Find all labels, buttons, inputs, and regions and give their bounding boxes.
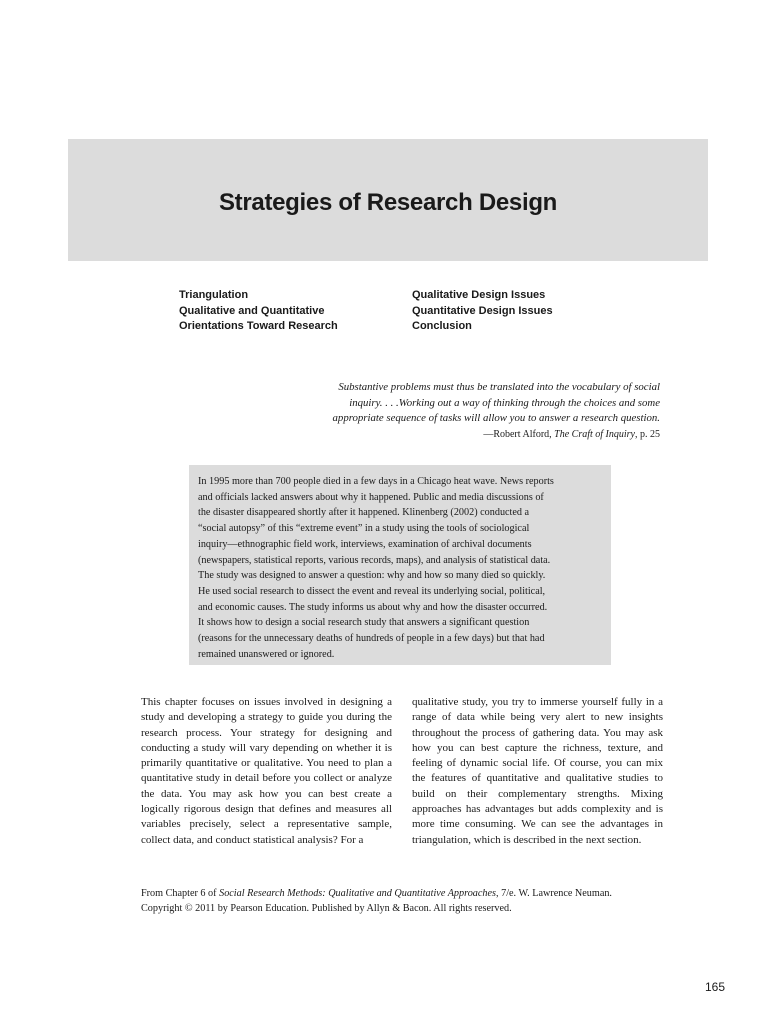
source-footnote: [141, 886, 681, 916]
outline-item: Qualitative and Quantitative: [179, 304, 325, 317]
box-line: and officials lacked answers about why it happened. Public and media discussions of: [198, 491, 544, 503]
body-column-right: [412, 695, 663, 848]
box-line: In 1995 more than 700 people died in a few days in a Chicago heat wave. News reports: [198, 476, 554, 487]
case-study-box: [189, 465, 611, 665]
outline-item: Orientations Toward Research: [179, 320, 338, 332]
outline-item: Triangulation: [179, 289, 249, 301]
box-line: He used social research to dissect the event and reveal its underlying social, political,: [198, 585, 546, 597]
epigraph-line: Substantive problems must thus be translated into the vocabulary of social: [338, 381, 660, 393]
epigraph-attribution: —Robert Alford, The Craft of Inquiry, p. 25: [483, 428, 660, 440]
epigraph: [300, 380, 660, 442]
body-paragraph: This chapter focuses on issues involved in designing a study and developing a strategy to guide you during the research process. Your strategy for designing and conducting a study will vary depending on whether it is primarily quantitative or qualitative. You need to plan a quantitative study in detail before you collect or analyze the data. You may ask how you can best create a logically rigorous design that defines and measures all variables precisely, select a representative sample, collect data, and conduct statistical analysis? For a: [141, 696, 392, 846]
epigraph-line: appropriate sequence of tasks will allow you to answer a research question.: [332, 412, 660, 424]
chapter-title-band: [68, 139, 708, 261]
chapter-outline-right: [412, 288, 553, 335]
body-paragraph: qualitative study, you try to immerse yourself fully in a range of data while being very alert to new insights throughout the process of gathering data. You may ask how you can best capture the richness, texture, and feeling of dynamic social life. Of course, you can mix the features of quantitative and qualitative studies to build on their complementary strengths. Mixing approaches has advantages but adds complexity and is more time consuming. We can see the advantages in triangulation, which is described in the next section.: [412, 696, 663, 846]
copyright-line: Copyright © 2011 by Pearson Education. Published by Allyn & Bacon. All rights reserved.: [141, 903, 512, 914]
box-line: and economic causes. The study informs us about why and how the disaster occurred.: [198, 601, 548, 613]
box-line: It shows how to design a social research study that answers a significant question: [198, 617, 530, 629]
source-citation: From Chapter 6 of Social Research Methods: Qualitative and Quantitative Approaches, 7/e. W. Lawrence Neuman.: [141, 888, 612, 899]
epigraph-line: inquiry. . . .Working out a way of thinking through the choices and some: [349, 396, 660, 409]
outline-item: Qualitative Design Issues: [412, 289, 546, 301]
chapter-outline-left: [179, 288, 338, 335]
box-line: remained unanswered or ignored.: [198, 648, 335, 660]
box-line: (newspapers, statistical reports, various records, maps), and analysis of statistical data.: [198, 554, 551, 566]
box-line: inquiry—ethnographic field work, interviews, examination of archival documents: [198, 538, 532, 550]
box-line: “social autopsy” of this “extreme event” in a study using the tools of sociological: [198, 523, 530, 535]
box-line: The study was designed to answer a question: why and how so many died so quickly.: [198, 570, 546, 582]
page-number: 165: [705, 980, 726, 994]
box-line: (reasons for the unnecessary deaths of hundreds of people in a few days) but that had: [198, 633, 545, 645]
chapter-title: Strategies of Research Design: [218, 189, 558, 216]
outline-item: Conclusion: [412, 320, 472, 332]
box-line: the disaster disappeared shortly after it happened. Klinenberg (2002) conducted a: [198, 507, 530, 519]
body-column-left: [141, 695, 392, 848]
outline-item: Quantitative Design Issues: [412, 304, 553, 317]
